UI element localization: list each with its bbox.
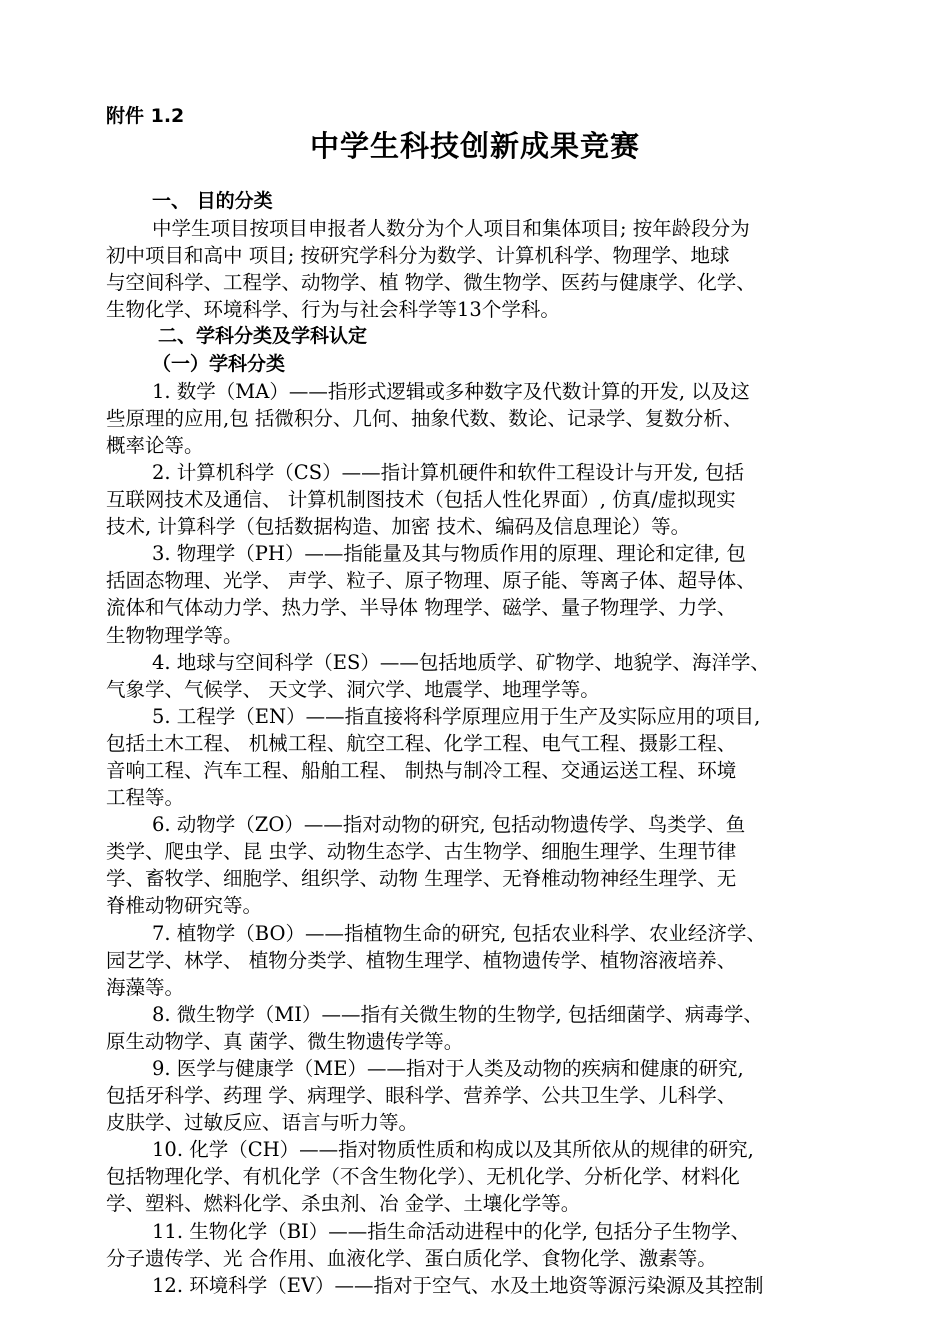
text-line: 与空间科学、工程学、动物学、植 物学、微生物学、医药与健康学、化学、	[106, 271, 756, 295]
text-line: 脊椎动物研究等。	[106, 894, 263, 918]
text-line: 音响工程、汽车工程、船舶工程、 制热与制冷工程、交通运送工程、环境	[106, 758, 737, 782]
text-line: 学、塑料、燃料化学、杀虫剂、冶 金学、土壤化学等。	[106, 1192, 581, 1216]
paragraph-first-line: 4. 地球与空间科学（ES）——包括地质学、矿物学、地貌学、海洋学、	[152, 650, 770, 674]
text-line: 类学、爬虫学、昆 虫学、动物生态学、古生物学、细胞生理学、生理节律	[106, 840, 737, 864]
text-line: 些原理的应用,包 括微积分、几何、抽象代数、数论、记录学、复数分析、	[106, 406, 743, 430]
text-line: 原生动物学、真 菌学、微生物遗传学等。	[106, 1029, 464, 1053]
paragraph-first-line: 中学生项目按项目申报者人数分为个人项目和集体项目; 按年龄段分为	[152, 217, 750, 241]
paragraph-first-line: 3. 物理学（PH）——指能量及其与物质作用的原理、理论和定律, 包	[152, 542, 746, 566]
subsection-heading: （一）学科分类	[152, 352, 286, 375]
text-line: 包括土木工程、 机械工程、航空工程、化学工程、电气工程、摄影工程、	[106, 731, 737, 755]
text-line: 学、畜牧学、细胞学、组织学、动物 生理学、无脊椎动物神经生理学、无	[106, 867, 737, 891]
text-line: 园艺学、林学、 植物分类学、植物生理学、植物遗传学、植物溶液培养、	[106, 948, 737, 972]
text-line: 概率论等。	[106, 433, 204, 457]
text-line: 生物化学、环境科学、行为与社会科学等13个学科。	[106, 298, 560, 322]
paragraph-first-line: 1. 数学（MA）——指形式逻辑或多种数字及代数计算的开发, 以及这	[152, 379, 750, 403]
text-line: 流体和气体动力学、热力学、半导体 物理学、磁学、量子物理学、力学、	[106, 596, 737, 620]
text-line: 技术, 计算科学（包括数据构造、加密 技术、编码及信息理论）等。	[106, 515, 691, 539]
paragraph-first-line: 8. 微生物学（MI）——指有关微生物的生物学, 包括细菌学、病毒学、	[152, 1002, 763, 1026]
text-line: 气象学、气候学、 天文学、洞穴学、地震学、地理学等。	[106, 677, 600, 701]
text-line: 海藻等。	[106, 975, 185, 999]
text-line: 生物物理学等。	[106, 623, 243, 647]
paragraph-first-line: 7. 植物学（BO）——指植物生命的研究, 包括农业科学、农业经济学、	[152, 921, 766, 945]
text-line: 括固态物理、光学、 声学、粒子、原子物理、原子能、等离子体、超导体、	[106, 569, 756, 593]
text-line: 初中项目和高中 项目; 按研究学科分为数学、计算机科学、物理学、地球	[106, 244, 730, 268]
text-line: 包括牙科学、药理 学、病理学、眼科学、营养学、公共卫生学、儿科学、	[106, 1084, 737, 1108]
text-line: 分子遗传学、光 合作用、血液化学、蛋白质化学、食物化学、激素等。	[106, 1246, 717, 1270]
paragraph-first-line: 10. 化学（CH）——指对物质性质和构成以及其所依从的规律的研究,	[152, 1138, 754, 1162]
paragraph-first-line: 2. 计算机科学（CS）——指计算机硬件和软件工程设计与开发, 包括	[152, 460, 744, 484]
section-heading: 一、 目的分类	[152, 190, 273, 212]
attachment-label: 附件 1.2	[106, 105, 185, 127]
paragraph-first-line: 11. 生物化学（BI）——指生命活动进程中的化学, 包括分子生物学、	[152, 1219, 751, 1243]
text-line: 包括物理化学、有机化学（不含生物化学）、无机化学、分析化学、材料化	[106, 1165, 740, 1189]
paragraph-first-line: 5. 工程学（EN）——指直接将科学原理应用于生产及实际应用的项目,	[152, 704, 761, 728]
text-line: 皮肤学、过敏反应、语言与听力等。	[106, 1111, 419, 1135]
section-heading: 二、学科分类及学科认定	[158, 325, 368, 348]
paragraph-first-line: 12. 环境科学（EV）——指对于空气、水及土地资等源污染源及其控制	[152, 1273, 764, 1297]
document-title: 中学生科技创新成果竞赛	[309, 129, 640, 163]
text-line: 互联网技术及通信、 计算机制图技术（包括人性化界面）, 仿真/虚拟现实	[106, 488, 736, 512]
paragraph-first-line: 6. 动物学（ZO）——指对动物的研究, 包括动物遗传学、鸟类学、鱼	[152, 813, 746, 837]
paragraph-first-line: 9. 医学与健康学（ME）——指对于人类及动物的疾病和健康的研究,	[152, 1057, 744, 1080]
document-body	[106, 188, 850, 1299]
text-line: 工程等。	[106, 786, 185, 810]
